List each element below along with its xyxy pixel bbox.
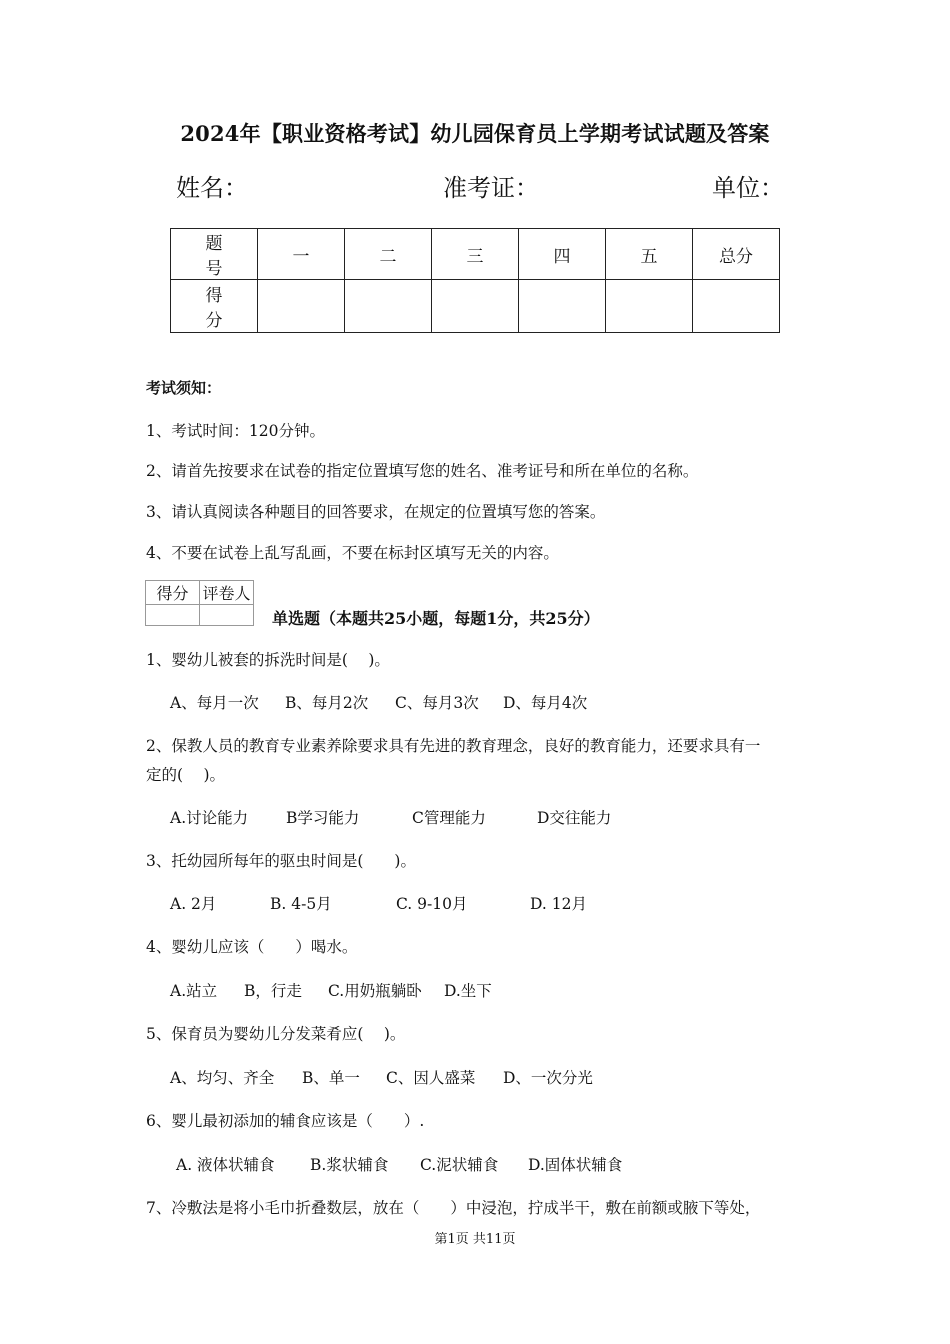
question-stem: 5、保育员为婴幼儿分发菜肴应( )。 [146,1025,406,1043]
question-option: A. 液体状辅食 [176,1156,275,1174]
question-option: C. 9-10月 [396,895,468,913]
question-option: B、每月2次 [285,694,369,712]
question-option: D交往能力 [537,809,612,827]
question-option: B. 4-5月 [270,895,332,913]
unit-label: 单位： [712,174,784,202]
score-cell [693,280,780,333]
score-cell [258,280,345,333]
question-stem: 6、婴儿最初添加的辅食应该是（ ）. [146,1112,425,1130]
score-cell [519,280,606,333]
grader-box-grader-cell [200,605,254,626]
notice-item: 1、考试时间：120分钟。 [146,422,325,440]
question-option: C、因人盛菜 [386,1069,476,1087]
question-option: B学习能力 [286,809,360,827]
question-stem: 7、冷敷法是将小毛巾折叠数层，放在（ ）中浸泡，拧成半干，敷在前额或腋下等处， [146,1199,761,1217]
question-option: C、每月3次 [395,694,479,712]
question-option: B.浆状辅食 [310,1156,389,1174]
grader-box-score-cell [146,605,200,626]
question-option: D、一次分光 [503,1069,593,1087]
grader-box-grader-label: 评卷人 [200,581,254,605]
page-footer: 第1页 共11页 [434,1232,516,1247]
notice-heading: 考试须知： [146,379,222,397]
score-cell [345,280,432,333]
question-option: D、每月4次 [503,694,588,712]
question-option: A、每月一次 [170,694,259,712]
question-option: D.坐下 [444,982,492,1000]
question-stem: 2、保教人员的教育专业素养除要求具有先进的教育理念，良好的教育能力，还要求具有一 [146,737,761,755]
score-table-header-cell: 二 [345,229,432,280]
score-table-header-row [171,229,780,280]
score-table-header-cell: 总分 [693,229,780,280]
question-option: B、单一 [302,1069,360,1087]
question-option: A、均匀、齐全 [170,1069,275,1087]
question-option: A.讨论能力 [170,809,249,827]
page-title: 2024年【职业资格考试】幼儿园保育员上学期考试试题及答案 [180,121,770,146]
question-option: A.站立 [170,982,218,1000]
question-stem: 4、婴幼儿应该（ ）喝水。 [146,938,358,956]
section-title: 单选题（本题共25小题，每题1分，共25分） [272,609,600,628]
score-table-header-cell: 四 [519,229,606,280]
score-table-header-cell: 三 [432,229,519,280]
notice-item: 4、不要在试卷上乱写乱画，不要在标封区填写无关的内容。 [146,544,559,562]
score-table [170,228,780,333]
score-table-header-cell: 一 [258,229,345,280]
score-table-header-cell: 五 [606,229,693,280]
score-table-score-row [171,280,780,333]
question-option: C管理能力 [412,809,486,827]
ticket-number-label: 准考证： [443,174,539,202]
name-label: 姓名： [176,174,248,202]
question-stem: 1、婴幼儿被套的拆洗时间是( )。 [146,651,390,669]
notice-item: 2、请首先按要求在试卷的指定位置填写您的姓名、准考证号和所在单位的名称。 [146,462,699,480]
question-option: B，行走 [244,982,302,1000]
notice-item: 3、请认真阅读各种题目的回答要求，在规定的位置填写您的答案。 [146,503,606,521]
score-cell [432,280,519,333]
question-option: A. 2月 [170,895,217,913]
question-option: D.固体状辅食 [528,1156,623,1174]
score-table-row-label: 得 分 [171,280,258,333]
score-cell [606,280,693,333]
grader-box-score-label: 得分 [146,581,200,605]
question-stem-continued: 定的( )。 [146,766,226,784]
grader-box [145,580,254,626]
question-stem: 3、托幼园所每年的驱虫时间是( )。 [146,852,416,870]
question-option: D. 12月 [530,895,587,913]
question-option: C.用奶瓶躺卧 [328,982,422,1000]
score-table-header-cell: 题 号 [171,229,258,280]
question-option: C.泥状辅食 [420,1156,499,1174]
